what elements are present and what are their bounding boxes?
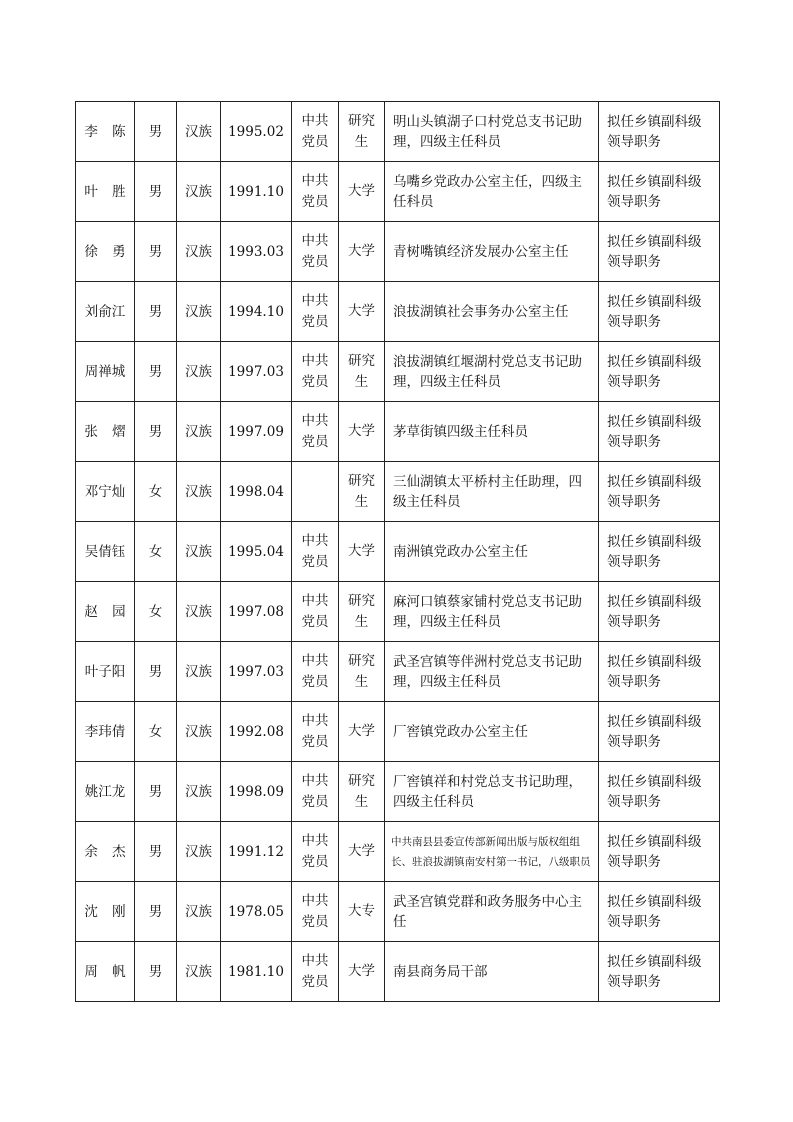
name-cell: 姚江龙 xyxy=(76,762,135,822)
ethnicity-cell: 汉族 xyxy=(177,222,221,282)
education-cell-line: 生 xyxy=(354,673,369,690)
party-cell-line: 中共 xyxy=(301,772,329,789)
party-cell-line: 党员 xyxy=(301,373,329,390)
name-cell: 张 熠 xyxy=(76,402,135,462)
ethnicity-cell: 汉族 xyxy=(177,162,221,222)
party-cell-line: 中共 xyxy=(301,892,329,909)
party-cell xyxy=(292,102,339,162)
birth-date-cell: 1997.03 xyxy=(221,342,292,402)
table-body xyxy=(76,102,720,1002)
party-cell-line: 党员 xyxy=(301,613,329,630)
ethnicity-cell: 汉族 xyxy=(177,822,221,882)
gender-cell: 女 xyxy=(135,702,177,762)
party-cell xyxy=(292,762,339,822)
ethnicity-cell: 汉族 xyxy=(177,522,221,582)
education-cell xyxy=(339,282,385,342)
party-cell xyxy=(292,942,339,1002)
name-cell: 吴倩钰 xyxy=(76,522,135,582)
birth-date-cell: 1995.02 xyxy=(221,102,292,162)
education-cell-line: 研究 xyxy=(348,112,375,129)
gender-cell: 男 xyxy=(135,402,177,462)
proposed-post-cell: 拟任乡镇副科级领导职务 xyxy=(599,522,720,582)
name-cell: 余 杰 xyxy=(76,822,135,882)
gender-cell: 男 xyxy=(135,282,177,342)
table-row xyxy=(76,642,720,702)
party-cell-line: 党员 xyxy=(301,733,329,750)
party-cell xyxy=(292,702,339,762)
education-cell-line: 大学 xyxy=(348,183,375,199)
education-cell-line: 研究 xyxy=(348,592,375,609)
current-position-cell: 青树嘴镇经济发展办公室主任 xyxy=(385,222,599,282)
proposed-post-cell: 拟任乡镇副科级领导职务 xyxy=(599,882,720,942)
table-row xyxy=(76,522,720,582)
candidate-table xyxy=(75,101,720,1002)
ethnicity-cell: 汉族 xyxy=(177,582,221,642)
party-cell-line: 党员 xyxy=(301,913,329,930)
party-cell-line: 中共 xyxy=(301,112,329,129)
current-position-cell: 麻河口镇蔡家铺村党总支书记助理，四级主任科员 xyxy=(385,582,599,642)
gender-cell: 男 xyxy=(135,162,177,222)
education-cell xyxy=(339,342,385,402)
education-cell xyxy=(339,822,385,882)
table-row xyxy=(76,882,720,942)
name-cell: 赵 园 xyxy=(76,582,135,642)
education-cell-line: 生 xyxy=(354,613,369,630)
birth-date-cell: 1993.03 xyxy=(221,222,292,282)
current-position-cell: 浪拔湖镇红堰湖村党总支书记助理，四级主任科员 xyxy=(385,342,599,402)
education-cell xyxy=(339,402,385,462)
proposed-post-cell: 拟任乡镇副科级领导职务 xyxy=(599,222,720,282)
current-position-cell: 武圣宫镇等伴洲村党总支书记助理，四级主任科员 xyxy=(385,642,599,702)
birth-date-cell: 1995.04 xyxy=(221,522,292,582)
table-row xyxy=(76,762,720,822)
education-cell-line: 研究 xyxy=(348,472,375,489)
education-cell xyxy=(339,162,385,222)
education-cell xyxy=(339,102,385,162)
gender-cell: 男 xyxy=(135,762,177,822)
gender-cell: 男 xyxy=(135,822,177,882)
gender-cell: 女 xyxy=(135,582,177,642)
table-row xyxy=(76,402,720,462)
birth-date-cell: 1997.03 xyxy=(221,642,292,702)
gender-cell: 男 xyxy=(135,102,177,162)
birth-date-cell: 1998.09 xyxy=(221,762,292,822)
name-cell: 叶子阳 xyxy=(76,642,135,702)
current-position-cell: 厂窖镇党政办公室主任 xyxy=(385,702,599,762)
ethnicity-cell: 汉族 xyxy=(177,642,221,702)
party-cell-line: 党员 xyxy=(301,133,329,150)
party-cell-line: 党员 xyxy=(301,793,329,810)
education-cell-line: 生 xyxy=(354,133,369,150)
education-cell xyxy=(339,882,385,942)
proposed-post-cell: 拟任乡镇副科级领导职务 xyxy=(599,162,720,222)
party-cell-line: 党员 xyxy=(301,433,329,450)
table-row xyxy=(76,702,720,762)
education-cell-line: 研究 xyxy=(348,772,375,789)
name-cell: 刘俞江 xyxy=(76,282,135,342)
table-row xyxy=(76,162,720,222)
ethnicity-cell: 汉族 xyxy=(177,762,221,822)
current-position-cell: 三仙湖镇太平桥村主任助理，四级主任科员 xyxy=(385,462,599,522)
party-cell xyxy=(292,462,339,522)
party-cell-line: 党员 xyxy=(301,253,329,270)
proposed-post-cell: 拟任乡镇副科级领导职务 xyxy=(599,102,720,162)
ethnicity-cell: 汉族 xyxy=(177,402,221,462)
gender-cell: 男 xyxy=(135,222,177,282)
party-cell-line: 中共 xyxy=(301,352,329,369)
education-cell-line: 大学 xyxy=(348,723,375,739)
party-cell-line: 党员 xyxy=(301,853,329,870)
education-cell xyxy=(339,522,385,582)
education-cell-line: 大学 xyxy=(348,423,375,439)
table-row xyxy=(76,222,720,282)
name-cell: 邓宁灿 xyxy=(76,462,135,522)
table-row xyxy=(76,462,720,522)
party-cell xyxy=(292,822,339,882)
current-position-cell: 乌嘴乡党政办公室主任，四级主任科员 xyxy=(385,162,599,222)
party-cell xyxy=(292,402,339,462)
party-cell-line: 中共 xyxy=(301,952,329,969)
current-position-cell: 武圣宫镇党群和政务服务中心主任 xyxy=(385,882,599,942)
ethnicity-cell: 汉族 xyxy=(177,462,221,522)
current-position-cell: 茅草街镇四级主任科员 xyxy=(385,402,599,462)
birth-date-cell: 1981.10 xyxy=(221,942,292,1002)
current-position-cell: 厂窖镇祥和村党总支书记助理，四级主任科员 xyxy=(385,762,599,822)
education-cell-line: 生 xyxy=(354,793,369,810)
gender-cell: 男 xyxy=(135,642,177,702)
education-cell-line: 大学 xyxy=(348,543,375,559)
education-cell xyxy=(339,582,385,642)
party-cell-line: 中共 xyxy=(301,232,329,249)
current-position-cell: 浪拔湖镇社会事务办公室主任 xyxy=(385,282,599,342)
name-cell: 沈 刚 xyxy=(76,882,135,942)
gender-cell: 男 xyxy=(135,942,177,1002)
party-cell-line: 中共 xyxy=(301,172,329,189)
education-cell-line: 研究 xyxy=(348,352,375,369)
name-cell: 周禅城 xyxy=(76,342,135,402)
proposed-post-cell: 拟任乡镇副科级领导职务 xyxy=(599,282,720,342)
party-cell-line: 中共 xyxy=(301,652,329,669)
name-cell: 周 帆 xyxy=(76,942,135,1002)
current-position-cell: 南洲镇党政办公室主任 xyxy=(385,522,599,582)
party-cell-line: 党员 xyxy=(301,553,329,570)
party-cell-line: 党员 xyxy=(301,973,329,990)
ethnicity-cell: 汉族 xyxy=(177,942,221,1002)
party-cell xyxy=(292,162,339,222)
party-cell xyxy=(292,222,339,282)
education-cell xyxy=(339,462,385,522)
proposed-post-cell: 拟任乡镇副科级领导职务 xyxy=(599,762,720,822)
party-cell-line: 中共 xyxy=(301,712,329,729)
education-cell xyxy=(339,942,385,1002)
education-cell-line: 生 xyxy=(354,493,369,510)
ethnicity-cell: 汉族 xyxy=(177,342,221,402)
table-row xyxy=(76,342,720,402)
ethnicity-cell: 汉族 xyxy=(177,882,221,942)
current-position-cell: 明山头镇湖子口村党总支书记助理，四级主任科员 xyxy=(385,102,599,162)
name-cell: 李 陈 xyxy=(76,102,135,162)
education-cell-line: 大学 xyxy=(348,843,375,859)
gender-cell: 男 xyxy=(135,882,177,942)
gender-cell: 女 xyxy=(135,522,177,582)
education-cell xyxy=(339,642,385,702)
table-row xyxy=(76,582,720,642)
current-position-cell: 中共南县县委宣传部新闻出版与版权组组长、驻浪拔湖镇南安村第一书记，八级职员 xyxy=(385,822,599,882)
education-cell xyxy=(339,702,385,762)
party-cell xyxy=(292,282,339,342)
name-cell: 叶 胜 xyxy=(76,162,135,222)
birth-date-cell: 1992.08 xyxy=(221,702,292,762)
table-row xyxy=(76,822,720,882)
education-cell-line: 大学 xyxy=(348,243,375,259)
party-cell-line: 中共 xyxy=(301,412,329,429)
proposed-post-cell: 拟任乡镇副科级领导职务 xyxy=(599,342,720,402)
ethnicity-cell: 汉族 xyxy=(177,702,221,762)
current-position-cell: 南县商务局干部 xyxy=(385,942,599,1002)
education-cell xyxy=(339,222,385,282)
name-cell: 徐 勇 xyxy=(76,222,135,282)
education-cell-line: 大学 xyxy=(348,303,375,319)
birth-date-cell: 1998.04 xyxy=(221,462,292,522)
party-cell xyxy=(292,882,339,942)
party-cell-line: 党员 xyxy=(301,673,329,690)
party-cell xyxy=(292,582,339,642)
party-cell-line: 中共 xyxy=(301,592,329,609)
gender-cell: 女 xyxy=(135,462,177,522)
education-cell-line: 大专 xyxy=(348,903,375,919)
party-cell xyxy=(292,342,339,402)
proposed-post-cell: 拟任乡镇副科级领导职务 xyxy=(599,402,720,462)
table-row xyxy=(76,942,720,1002)
birth-date-cell: 1991.12 xyxy=(221,822,292,882)
birth-date-cell: 1978.05 xyxy=(221,882,292,942)
proposed-post-cell: 拟任乡镇副科级领导职务 xyxy=(599,822,720,882)
birth-date-cell: 1997.09 xyxy=(221,402,292,462)
proposed-post-cell: 拟任乡镇副科级领导职务 xyxy=(599,702,720,762)
birth-date-cell: 1997.08 xyxy=(221,582,292,642)
birth-date-cell: 1991.10 xyxy=(221,162,292,222)
education-cell-line: 生 xyxy=(354,373,369,390)
name-cell: 李玮倩 xyxy=(76,702,135,762)
party-cell xyxy=(292,642,339,702)
party-cell-line: 中共 xyxy=(301,292,329,309)
ethnicity-cell: 汉族 xyxy=(177,282,221,342)
proposed-post-cell: 拟任乡镇副科级领导职务 xyxy=(599,642,720,702)
party-cell xyxy=(292,522,339,582)
party-cell-line: 中共 xyxy=(301,532,329,549)
education-cell-line: 大学 xyxy=(348,963,375,979)
table-row xyxy=(76,102,720,162)
proposed-post-cell: 拟任乡镇副科级领导职务 xyxy=(599,582,720,642)
birth-date-cell: 1994.10 xyxy=(221,282,292,342)
proposed-post-cell: 拟任乡镇副科级领导职务 xyxy=(599,462,720,522)
education-cell xyxy=(339,762,385,822)
ethnicity-cell: 汉族 xyxy=(177,102,221,162)
education-cell-line: 研究 xyxy=(348,652,375,669)
party-cell-line: 党员 xyxy=(301,193,329,210)
party-cell-line: 党员 xyxy=(301,313,329,330)
party-cell-line: 中共 xyxy=(301,832,329,849)
table-row xyxy=(76,282,720,342)
gender-cell: 男 xyxy=(135,342,177,402)
proposed-post-cell: 拟任乡镇副科级领导职务 xyxy=(599,942,720,1002)
